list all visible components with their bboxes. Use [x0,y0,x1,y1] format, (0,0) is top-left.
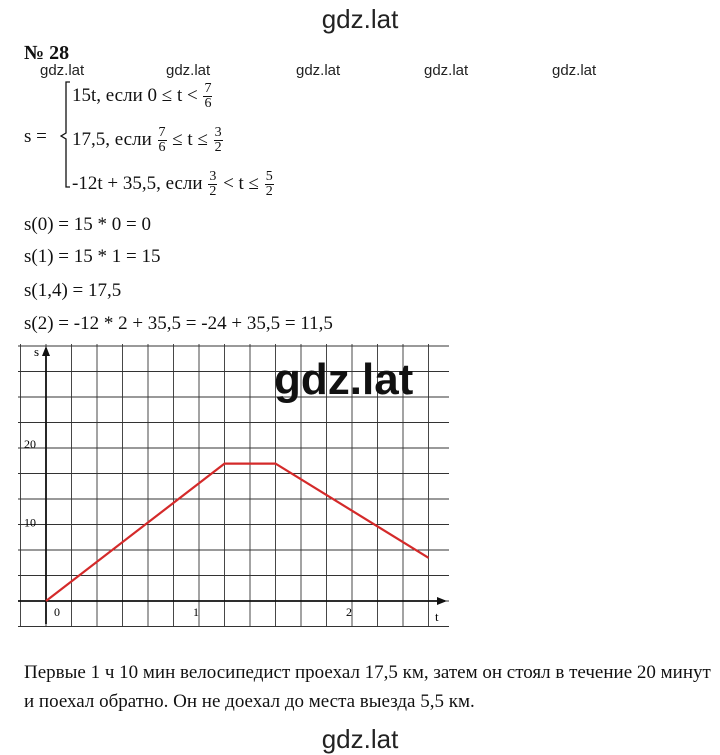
fraction [214,126,223,155]
chart-series [46,464,429,601]
y-axis-arrow [42,346,50,356]
fraction-denominator: 2 [209,184,217,199]
left-brace [60,80,72,190]
calc-line: s(1) = 15 * 1 = 15 [24,246,161,267]
watermark-small: gdz.lat [166,62,211,79]
case-1-expr: 15t, если 0 ≤ t < [72,84,198,106]
watermark-small: gdz.lat [40,62,85,79]
fraction-numerator: 7 [204,81,212,96]
calc-line: s(1,4) = 17,5 [24,280,122,301]
fraction [265,170,274,199]
fraction-denominator: 6 [204,96,212,111]
distance-time-chart [16,342,456,634]
x-tick-label: 1 [193,605,199,619]
watermark-small: gdz.lat [552,62,597,79]
fraction-numerator: 3 [214,125,222,140]
fraction [158,126,167,155]
fraction-numerator: 5 [265,169,273,184]
fraction-numerator: 3 [209,169,217,184]
case-2-inequality: ≤ t ≤ [172,128,208,150]
piecewise-lhs: s = [24,126,47,147]
answer-text: Первые 1 ч 10 мин велосипедист проехал 17,5 км, затем он стоял в течение 20 минут и поехал обратно. Он не доехал до места выезда 5,5 км. [24,662,711,712]
x-axis-label: t [435,609,439,624]
fraction [203,82,212,111]
case-1 [72,82,213,111]
watermark-small: gdz.lat [296,62,341,79]
case-3-expr: -12t + 35,5, если [72,172,203,194]
x-axis-arrow [437,597,447,605]
y-tick-label: 20 [24,437,36,451]
calc-line: s(0) = 15 * 0 = 0 [24,214,151,235]
series-line [46,464,429,601]
x-tick-label: 2 [346,605,352,619]
watermark-graph: gdz.lat [274,355,414,404]
fraction-denominator: 2 [214,140,222,155]
watermark-top: gdz.lat [321,4,399,34]
x-tick-label: 0 [54,605,60,619]
calc-line: s(2) = -12 * 2 + 35,5 = -24 + 35,5 = 11,5 [24,313,333,334]
fraction-denominator: 2 [265,184,273,199]
y-tick-label: 10 [24,515,36,530]
case-2 [72,126,224,155]
case-2-expr: 17,5, если [72,128,152,150]
watermark-bottom: gdz.lat [321,724,399,754]
fraction-denominator: 6 [158,140,166,155]
watermark-small: gdz.lat [424,62,469,79]
fraction-numerator: 7 [158,125,166,140]
y-axis-label: s [34,344,40,359]
case-3-inequality: < t ≤ [223,172,259,194]
fraction [208,170,217,199]
problem-number: № 28 [24,42,70,64]
case-3 [72,170,275,199]
